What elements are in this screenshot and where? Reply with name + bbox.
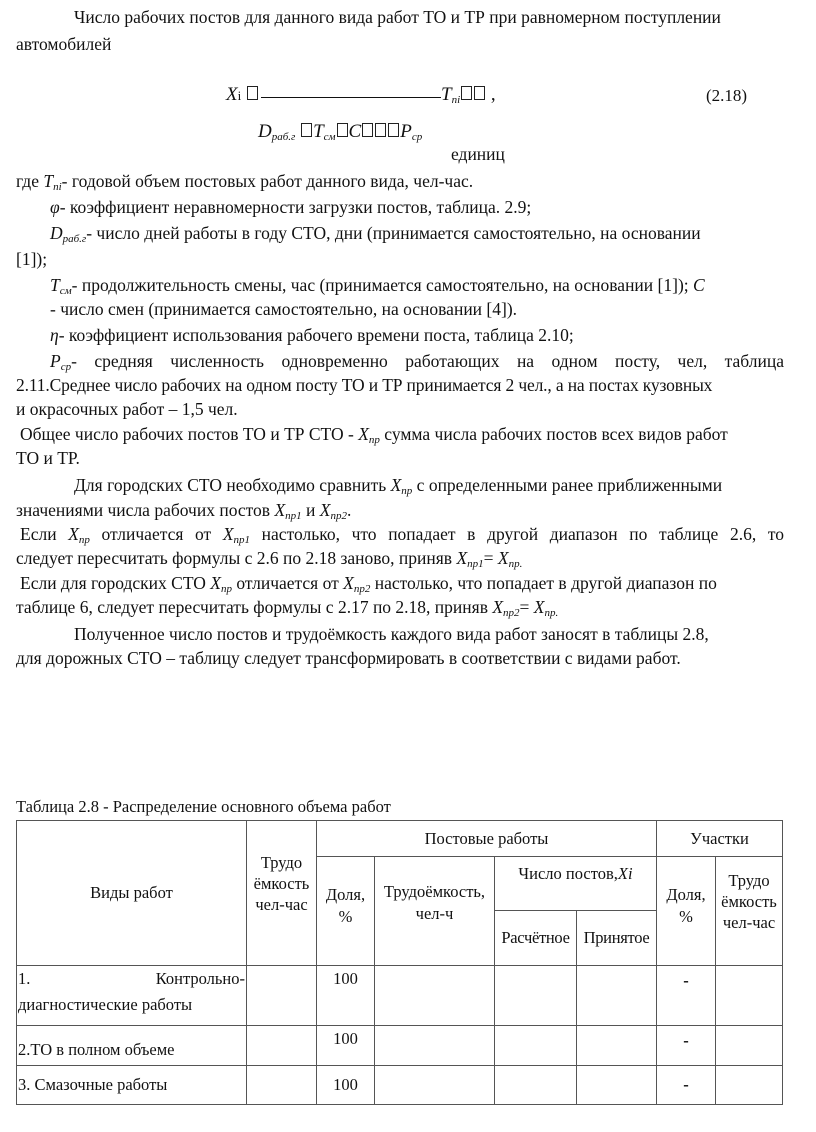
- if-xpr2-paragraph: Если для городских СТО $X_{пр}$ отличается от $X_{пр2}$ настолько, что попадает в другой диапазон по: [20, 573, 717, 595]
- missing-glyph-icon: [362, 123, 373, 137]
- cell-work-type: 3. Смазочные работы: [17, 1066, 247, 1105]
- table-row: [17, 1066, 783, 1105]
- definition-c: - число смен (принимается самостоятельно, на основании [4]).: [50, 299, 518, 319]
- formula-number: (2.18): [706, 86, 748, 105]
- missing-glyph-icon: [461, 86, 472, 100]
- fraction-bar: [261, 97, 441, 98]
- cell-accepted[interactable]: [577, 1026, 657, 1066]
- cell-section-labor[interactable]: [716, 966, 783, 1026]
- intro-line-1: Число рабочих постов для данного вида работ ТО и ТР при равномерном поступлении: [74, 7, 721, 27]
- cell-labor-post[interactable]: [375, 966, 495, 1026]
- cell-share: 100: [317, 1026, 375, 1066]
- cell-section-share: -: [657, 1066, 716, 1105]
- definition-phi: φ- коэффициент неравномерности загрузки постов, таблица. 2.9;: [50, 197, 532, 217]
- header-work-types: Виды работ: [17, 821, 247, 966]
- definition-pcp-cont2: и окрасочных работ – 1,5 чел.: [16, 399, 238, 419]
- header-accepted: Принятое: [577, 911, 657, 966]
- header-labor-post: Трудоёмкость, чел-ч: [375, 857, 495, 966]
- missing-glyph-icon: [301, 123, 312, 137]
- header-calculated: Расчётное: [495, 911, 577, 966]
- definition-pcp: $P_{ср}-$ средняя численность одновременно работающих на одном посту, чел, таблица: [50, 351, 784, 373]
- header-posts-count: Число постов,Xi: [495, 857, 657, 911]
- cell-work-type: 1. Контрольно- диагностические работы: [17, 966, 247, 1026]
- if-xpr2-paragraph-cont: таблице 6, следует пересчитать формулы с 2.17 по 2.18, приняв $X_{пр2}= X_{пр.}$: [16, 597, 559, 619]
- total-posts-paragraph: Общее число рабочих постов ТО и ТР СТО - $X_{пр}$ сумма числа рабочих постов всех видов работ: [20, 424, 728, 446]
- cell-share: 100: [317, 1066, 375, 1105]
- missing-glyph-icon: [247, 86, 258, 100]
- table-row: [17, 966, 783, 1026]
- definition-eta: η- коэффициент использования рабочего времени поста, таблица 2.10;: [50, 325, 574, 345]
- cell-labor[interactable]: [247, 1066, 317, 1105]
- cell-labor-post[interactable]: [375, 1026, 495, 1066]
- header-sections: Участки: [657, 821, 783, 857]
- result-paragraph-cont: для дорожных СТО – таблицу следует трансформировать в соответствии с видами работ.: [16, 648, 681, 668]
- compare-paragraph-cont: значениями числа рабочих постов $X_{пр1}$ и $X_{пр2}$.: [16, 500, 352, 522]
- cell-labor[interactable]: [247, 1026, 317, 1066]
- missing-glyph-icon: [375, 123, 386, 137]
- missing-glyph-icon: [474, 86, 485, 100]
- missing-glyph-icon: [337, 123, 348, 137]
- cell-share: 100: [317, 966, 375, 1026]
- header-section-labor: Трудо ёмкость чел-час: [716, 857, 783, 966]
- definition-drab-cont: [1]);: [16, 249, 48, 269]
- cell-section-share: -: [657, 966, 716, 1026]
- definition-tpi: где $T_{пi}-$ годовой объем постовых работ данного вида, чел-час.: [16, 171, 474, 193]
- cell-accepted[interactable]: [577, 1066, 657, 1105]
- compare-paragraph: Для городских СТО необходимо сравнить $X_{пр}$ с определенными ранее приближенными: [74, 475, 723, 497]
- cell-labor-post[interactable]: [375, 1066, 495, 1105]
- definition-tsm: $T_{см}-$ продолжительность смены, час (принимается самостоятельно, на основании [1]); C: [50, 275, 705, 297]
- cell-work-type: 2.ТО в полном объеме: [17, 1026, 247, 1066]
- header-post-works: Постовые работы: [317, 821, 657, 857]
- header-labor: Трудо ёмкость чел-час: [247, 821, 317, 966]
- header-share: Доля, %: [317, 857, 375, 966]
- cell-calculated[interactable]: [495, 1026, 577, 1066]
- formula-x: X: [226, 84, 238, 105]
- definition-pcp-cont: 2.11.Среднее число рабочих на одном посту ТО и ТР принимается 2 чел., а на постах кузовных: [16, 375, 713, 395]
- formula-numerator-row: Xi $T_{пi}$ ,: [226, 84, 496, 106]
- cell-calculated[interactable]: [495, 966, 577, 1026]
- definition-drab: $D_{раб.г}-$ число дней работы в году СТО, дни (принимается самостоятельно, на основании: [50, 223, 701, 245]
- table-row: [17, 1026, 783, 1066]
- formula-units: единиц: [451, 144, 505, 164]
- result-paragraph: Полученное число постов и трудоёмкость каждого вида работ заносят в таблицы 2.8,: [74, 624, 709, 644]
- intro-line-2: автомобилей: [16, 34, 112, 54]
- header-section-share: Доля, %: [657, 857, 716, 966]
- if-xpr1-paragraph: Если $X_{пр}$ отличается от $X_{пр1}$ настолько, что попадает в другой диапазон по таблице 2.6, то: [20, 524, 785, 546]
- table-caption: Таблица 2.8 - Распределение основного объема работ: [16, 797, 391, 816]
- total-posts-paragraph-cont: ТО и ТР.: [16, 448, 80, 468]
- if-xpr1-paragraph-cont: следует пересчитать формулы с 2.6 по 2.18 заново, приняв $X_{пр1}= X_{пр.}$: [16, 548, 523, 570]
- cell-labor[interactable]: [247, 966, 317, 1026]
- cell-section-share: -: [657, 1026, 716, 1066]
- missing-glyph-icon: [388, 123, 399, 137]
- work-distribution-table: [16, 820, 783, 1105]
- cell-section-labor[interactable]: [716, 1066, 783, 1105]
- formula-denominator: $D_{раб.г}$ $T_{см}$ C $P_{ср}$: [258, 121, 423, 143]
- cell-accepted[interactable]: [577, 966, 657, 1026]
- cell-section-labor[interactable]: [716, 1026, 783, 1066]
- cell-calculated[interactable]: [495, 1066, 577, 1105]
